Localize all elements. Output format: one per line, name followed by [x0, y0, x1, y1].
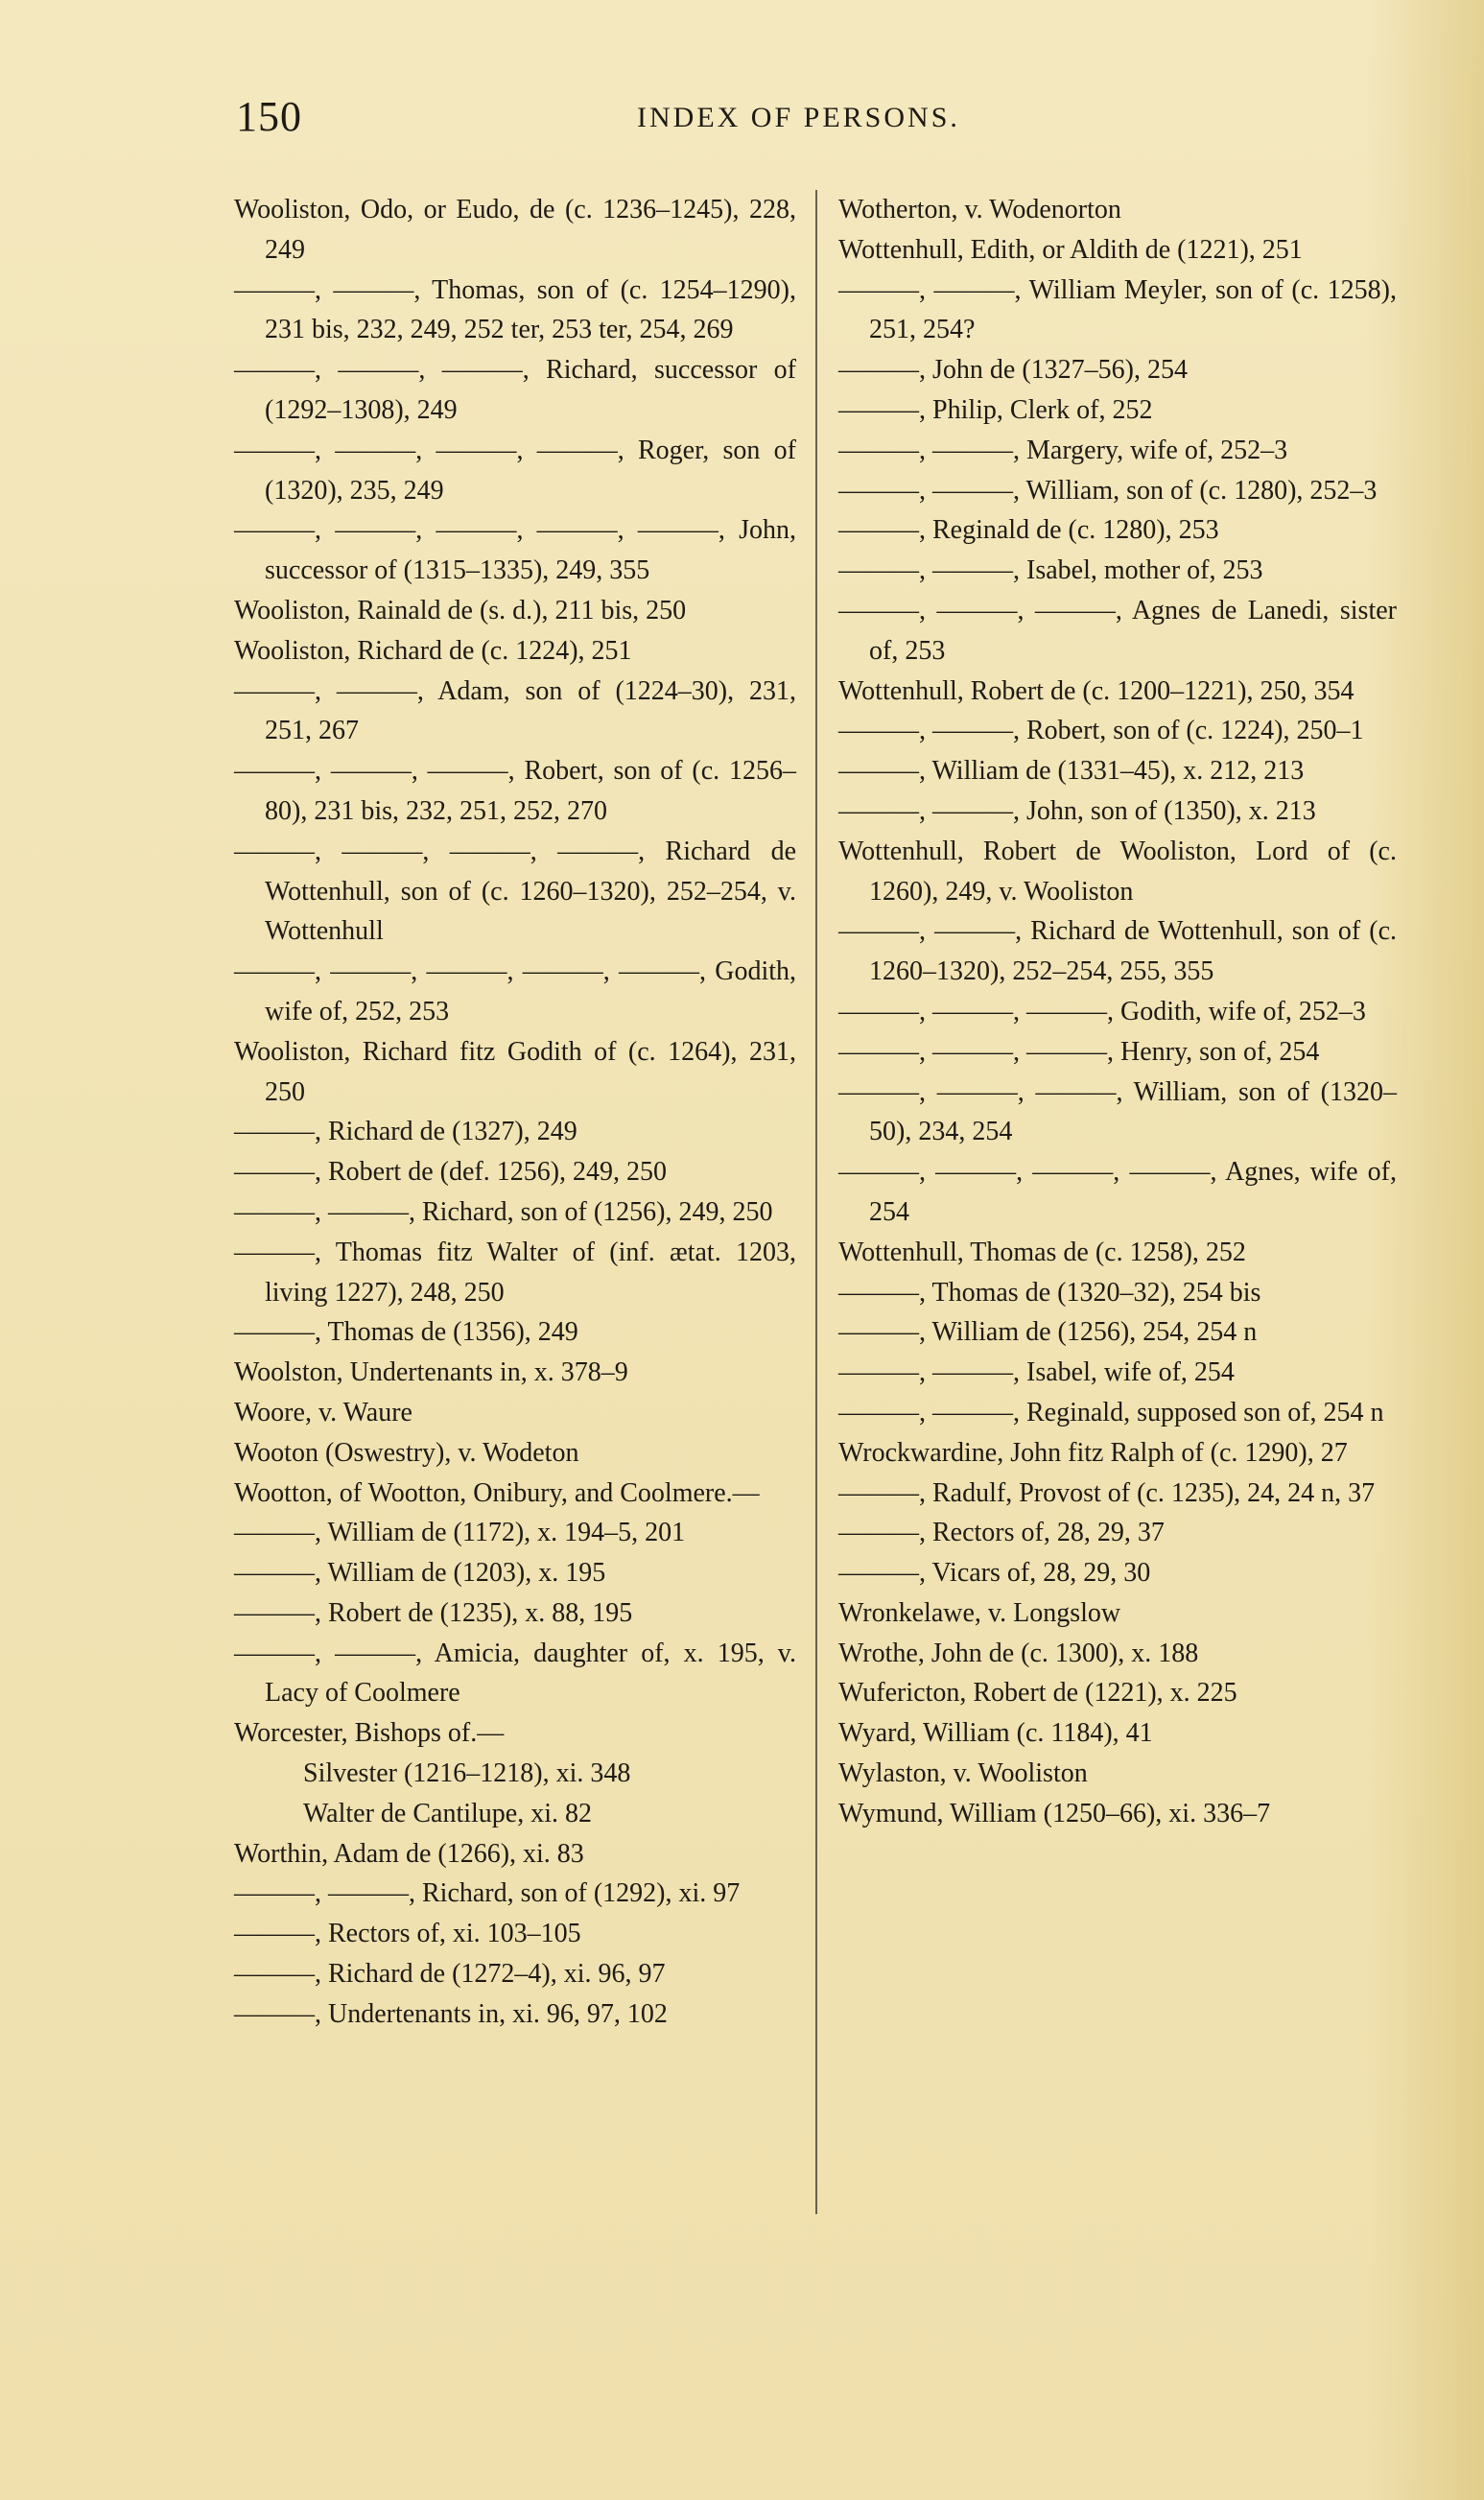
index-entry: ———, ———, ———, ———, Richard de Wottenhull, son of (c. 1260–1320), 252–254, v. Wottenhull — [234, 836, 796, 947]
index-subentry: Walter de Cantilupe, xi. 82 — [303, 1798, 592, 1828]
index-entry: Wrockwardine, John fitz Ralph of (c. 1290), 27 — [838, 1437, 1348, 1468]
index-entry: ———, Robert de (def. 1256), 249, 250 — [234, 1157, 668, 1188]
index-entry: ———, ———, ———, Robert, son of (c. 1256–80), 231 bis, 232, 251, 252, 270 — [234, 756, 796, 826]
index-entry: Wronkelawe, v. Longslow — [838, 1597, 1121, 1628]
index-entry: Wottenhull, Thomas de (c. 1258), 252 — [838, 1237, 1246, 1267]
running-head: INDEX OF PERSONS. — [637, 102, 960, 133]
index-entry: Wufericton, Robert de (1221), x. 225 — [838, 1678, 1237, 1709]
index-entry: Woolston, Undertenants in, x. 378–9 — [234, 1357, 628, 1388]
index-entry: ———, ———, ———, Godith, wife of, 252–3 — [838, 996, 1366, 1026]
index-entry: Wooliston, Odo, or Eudo, de (c. 1236–1245), 228, 249 — [234, 195, 796, 265]
index-entry: ———, Rectors of, 28, 29, 37 — [838, 1518, 1165, 1548]
index-entry: ———, ———, Amicia, daughter of, x. 195, v. Lacy of Coolmere — [234, 1638, 796, 1709]
index-entry: ———, ———, Richard, son of (1256), 249, 250 — [234, 1196, 773, 1227]
index-entry: ———, ———, Isabel, wife of, 254 — [838, 1357, 1235, 1388]
index-entry: ———, Undertenants in, xi. 96, 97, 102 — [234, 1998, 668, 2029]
index-entry: ———, ———, ———, ———, ———, Godith, wife of, 252, 253 — [234, 956, 796, 1026]
index-entry: ———, Richard de (1272–4), xi. 96, 97 — [234, 1959, 666, 1990]
index-entry: Woore, v. Waure — [234, 1397, 412, 1427]
index-entry: ———, ———, William, son of (c. 1280), 252–3 — [838, 475, 1378, 506]
index-entry: ———, ———, ———, Agnes de Lanedi, sister of, 253 — [838, 595, 1397, 666]
index-entry: ———, ———, Reginald, supposed son of, 254 n — [838, 1397, 1384, 1427]
index-entry: Wooliston, Richard fitz Godith of (c. 1264), 231, 250 — [234, 1036, 796, 1107]
index-entry: ———, ———, Richard de Wottenhull, son of (c. 1260–1320), 252–254, 255, 355 — [838, 916, 1397, 987]
index-entry: ———, ———, William Meyler, son of (c. 1258), 251, 254? — [838, 274, 1397, 345]
index-entry: Wottenhull, Edith, or Aldith de (1221), 251 — [838, 234, 1303, 265]
index-entry: ———, Robert de (1235), x. 88, 195 — [234, 1597, 633, 1628]
index-entry: Wooliston, Rainald de (s. d.), 211 bis, 250 — [234, 595, 687, 625]
index-entry: ———, Thomas de (1320–32), 254 bis — [838, 1277, 1261, 1308]
index-entry: Wymund, William (1250–66), xi. 336–7 — [838, 1798, 1271, 1828]
index-entry: Wootton, of Wootton, Onibury, and Coolmere.— — [234, 1477, 760, 1508]
index-entry: Wrothe, John de (c. 1300), x. 188 — [838, 1638, 1199, 1668]
index-entry: Wyard, William (c. 1184), 41 — [838, 1718, 1153, 1749]
page-header — [236, 92, 1023, 150]
index-entry: ———, Richard de (1327), 249 — [234, 1117, 577, 1147]
index-entry: ———, ———, John, son of (1350), x. 213 — [838, 795, 1316, 826]
index-entry: ———, ———, Margery, wife of, 252–3 — [838, 435, 1288, 465]
index-subentry: Silvester (1216–1218), xi. 348 — [303, 1758, 631, 1789]
index-entry: ———, ———, ———, ———, Roger, son of (1320), 235, 249 — [234, 435, 796, 506]
index-entry: ———, Philip, Clerk of, 252 — [838, 394, 1153, 425]
index-entry: Wylaston, v. Wooliston — [838, 1758, 1088, 1789]
index-entry: ———, ———, ———, ———, Agnes, wife of, 254 — [838, 1157, 1397, 1227]
index-entry: ———, ———, Thomas, son of (c. 1254–1290), 231 bis, 232, 249, 252 ter, 253 ter, 254, 269 — [234, 274, 796, 345]
index-entry: ———, ———, ———, William, son of (1320–50), 234, 254 — [838, 1076, 1397, 1147]
left-index-column — [234, 190, 796, 2035]
index-entry: Wottenhull, Robert de (c. 1200–1221), 250, 354 — [838, 675, 1354, 706]
index-entry: Worthin, Adam de (1266), xi. 83 — [234, 1838, 584, 1869]
index-entry: Worcester, Bishops of.— — [234, 1718, 505, 1749]
index-entry: Wooton (Oswestry), v. Wodeton — [234, 1437, 579, 1468]
index-entry: Wotherton, v. Wodenorton — [838, 195, 1121, 224]
index-entry: ———, ———, ———, Richard, successor of (1292–1308), 249 — [234, 355, 796, 425]
index-entry: Wooliston, Richard de (c. 1224), 251 — [234, 635, 632, 666]
right-index-column — [838, 190, 1397, 1834]
column-divider — [815, 190, 817, 2214]
index-entry: ———, William de (1331–45), x. 212, 213 — [838, 756, 1305, 787]
index-entry: ———, ———, ———, Henry, son of, 254 — [838, 1036, 1320, 1067]
index-entry: ———, ———, Isabel, mother of, 253 — [838, 555, 1263, 586]
index-entry: ———, Thomas de (1356), 249 — [234, 1317, 578, 1348]
index-entry: ———, ———, Richard, son of (1292), xi. 97 — [234, 1878, 741, 1909]
page-number: 150 — [236, 93, 302, 140]
index-entry: ———, ———, ———, ———, ———, John, successor of (1315–1335), 249, 355 — [234, 515, 796, 586]
index-entry: ———, John de (1327–56), 254 — [838, 355, 1188, 386]
index-entry: ———, Vicars of, 28, 29, 30 — [838, 1558, 1151, 1589]
index-entry: ———, Radulf, Provost of (c. 1235), 24, 24 n, 37 — [838, 1477, 1376, 1508]
index-entry: ———, William de (1172), x. 194–5, 201 — [234, 1518, 686, 1548]
index-entry: ———, Rectors of, xi. 103–105 — [234, 1919, 581, 1949]
index-entry: ———, Thomas fitz Walter of (inf. ætat. 1203, living 1227), 248, 250 — [234, 1237, 796, 1308]
index-entry: ———, ———, Adam, son of (1224–30), 231, 251, 267 — [234, 675, 796, 746]
index-entry: ———, William de (1203), x. 195 — [234, 1558, 606, 1589]
index-entry: Wottenhull, Robert de Wooliston, Lord of (c. 1260), 249, v. Wooliston — [838, 836, 1397, 907]
index-entry: ———, Reginald de (c. 1280), 253 — [838, 515, 1219, 546]
index-entry: ———, ———, Robert, son of (c. 1224), 250–1 — [838, 716, 1364, 746]
index-entry: ———, William de (1256), 254, 254 n — [838, 1317, 1258, 1348]
